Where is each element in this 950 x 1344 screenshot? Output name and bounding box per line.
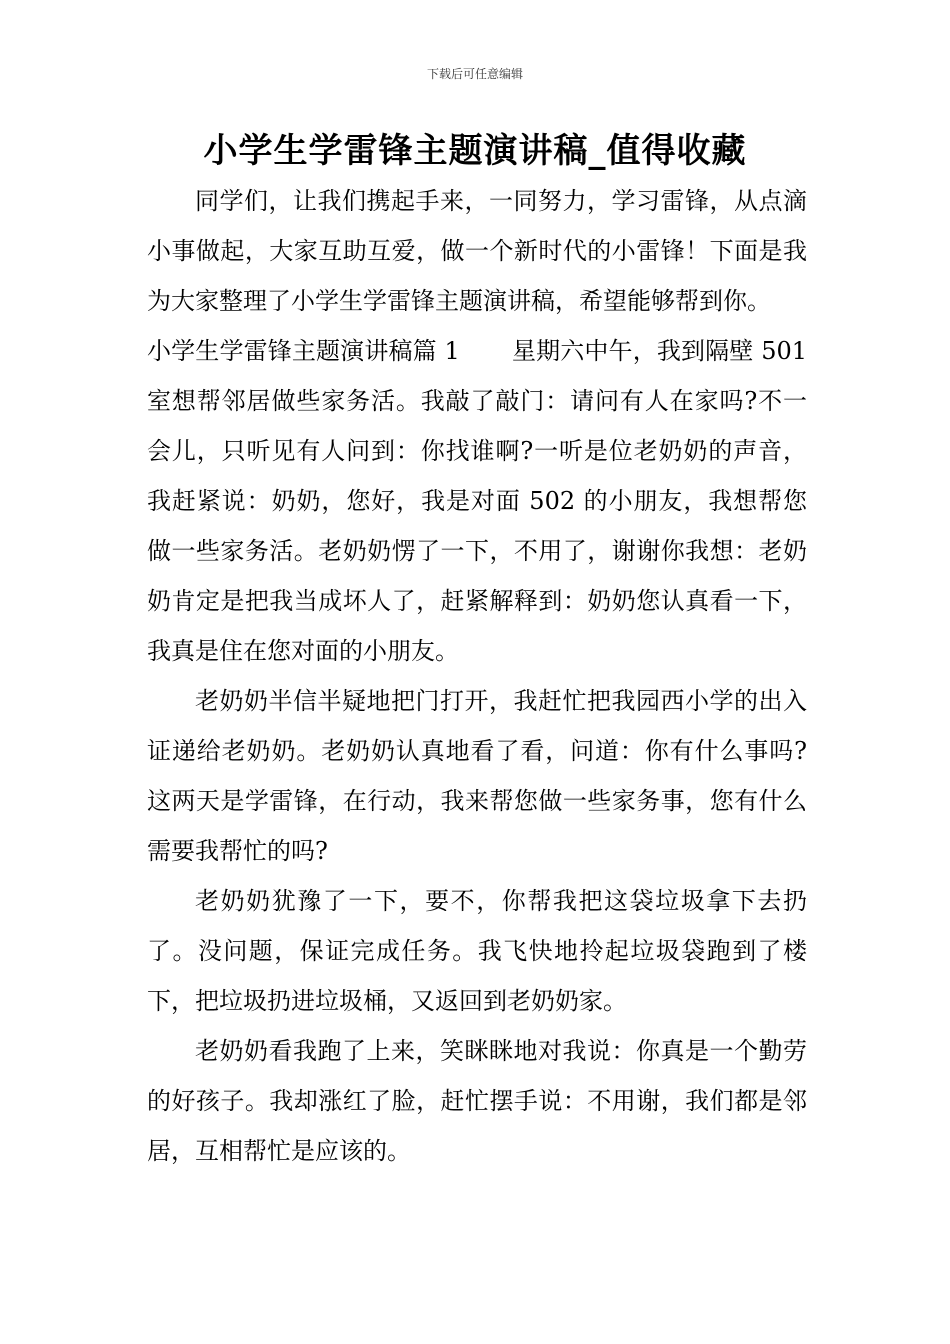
section-heading: 小学生学雷锋主题演讲稿篇 1	[147, 337, 460, 365]
paragraph-2: 老奶奶半信半疑地把门打开，我赶忙把我园西小学的出入证递给老奶奶。老奶奶认真地看了看，问道：你有什么事吗?这两天是学雷锋，在行动，我来帮您做一些家务事，您有什么需要我帮忙的吗?	[147, 687, 807, 865]
section-text: 星期六中午，我到隔壁 501 室想帮邻居做些家务活。我敲了敲门：请问有人在家吗?不一会儿，只听见有人问到：你找谁啊?一听是位老奶奶的声音，我赶紧说：奶奶，您好，我是对面 502 的小朋友，我想帮您做一些家务活。老奶奶愣了一下，不用了，谢谢你我想：老奶奶肯定是把我当成坏人了，赶紧解释到：奶奶您认真看一下，我真是住在您对面的小朋友。	[147, 337, 808, 665]
paragraph-3: 老奶奶犹豫了一下，要不，你帮我把这袋垃圾拿下去扔了。没问题，保证完成任务。我飞快地拎起垃圾袋跑到了楼下，把垃圾扔进垃圾桶，又返回到老奶奶家。	[147, 887, 807, 1015]
document-body	[147, 176, 807, 1176]
intro-paragraph: 同学们，让我们携起手来，一同努力，学习雷锋，从点滴小事做起，大家互助互爱，做一个新时代的小雷锋！下面是我为大家整理了小学生学雷锋主题演讲稿，希望能够帮到你。	[147, 187, 807, 315]
section-paragraph	[147, 326, 807, 676]
page-header: 下载后可任意编辑	[426, 67, 523, 81]
document-title: 小学生学雷锋主题演讲稿_值得收藏	[203, 131, 747, 171]
paragraph-4: 老奶奶看我跑了上来，笑眯眯地对我说：你真是一个勤劳的好孩子。我却涨红了脸，赶忙摆手说：不用谢，我们都是邻居，互相帮忙是应该的。	[147, 1037, 807, 1165]
